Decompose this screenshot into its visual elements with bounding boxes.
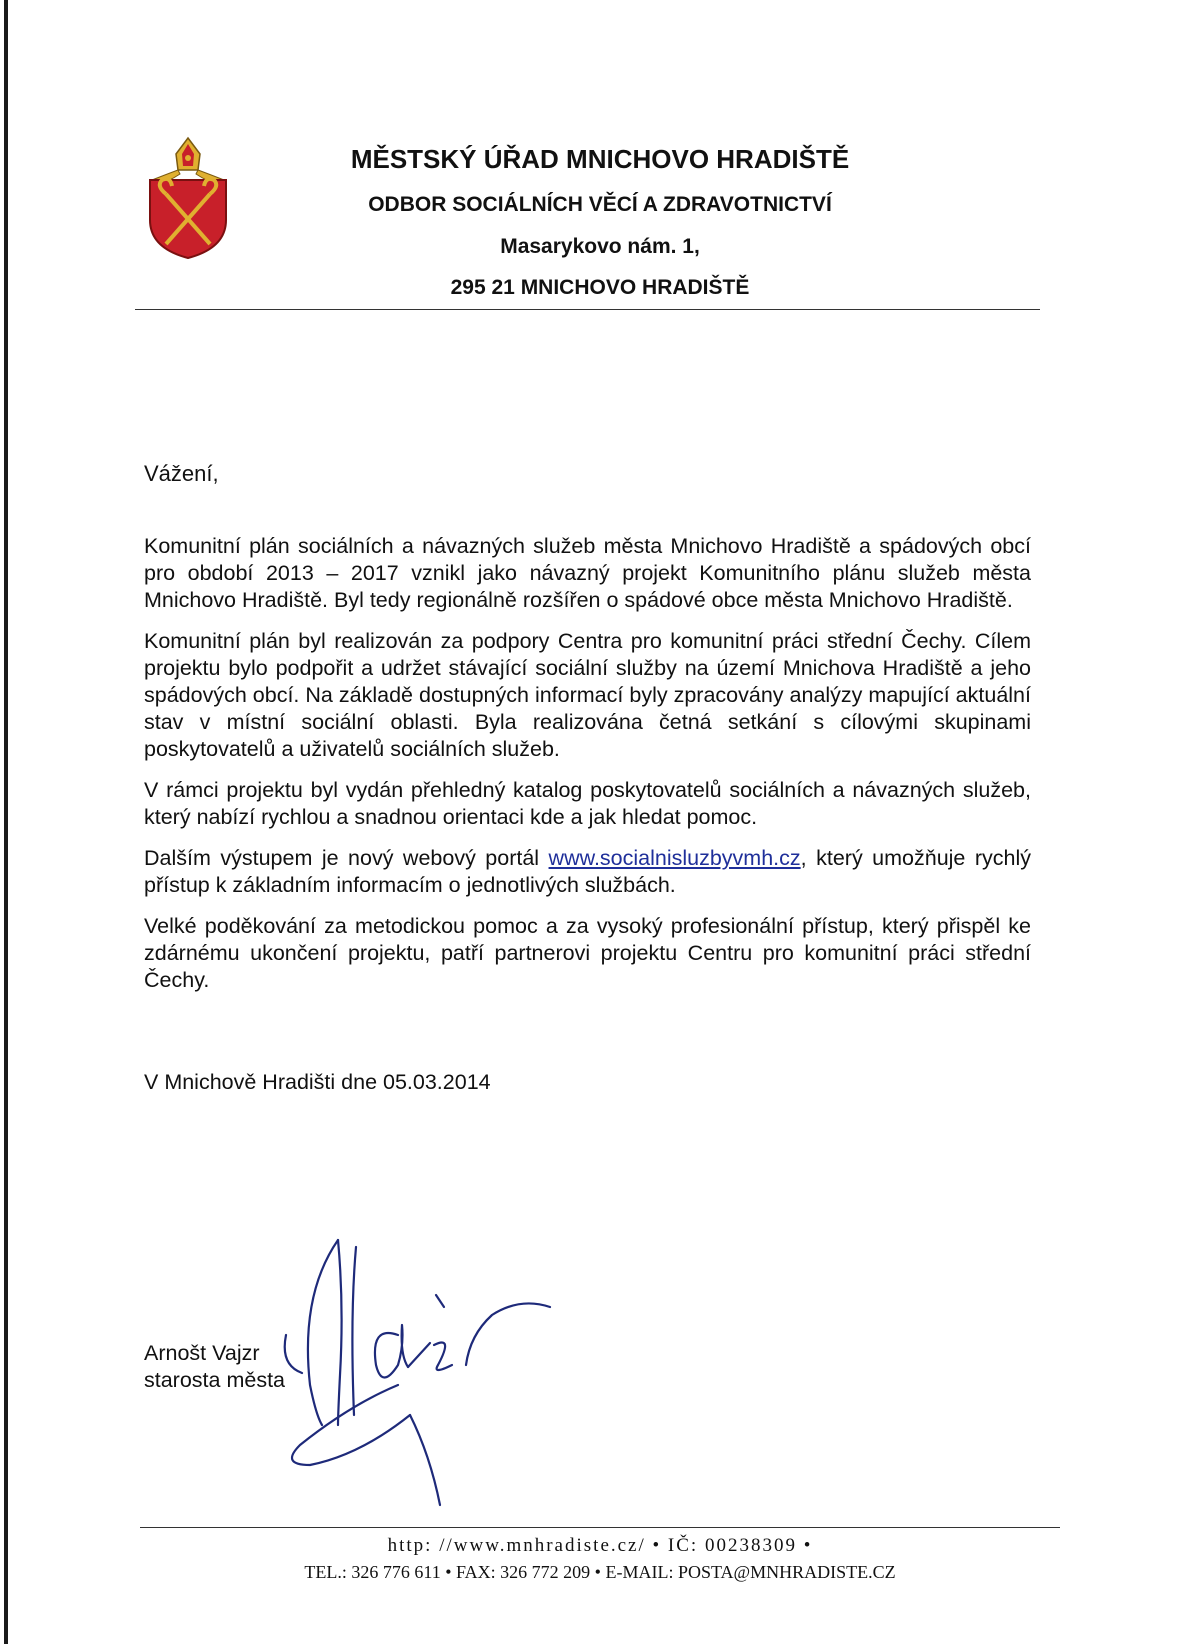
paragraph-5: Velké poděkování za metodickou pomoc a za vysoký profesionální přístup, který přispěl ke zdárnému ukončení projektu, patří partnerovi projektu Centru pro komunitní práci střední Čechy. [144,914,1031,992]
paragraph-1: Komunitní plán sociálních a návazných služeb města Mnichovo Hradiště a spádových obcí pro období 2013 – 2017 vznikl jako návazný projekt Komunitního plánu služeb města Mnichovo Hradiště. Byl tedy regionálně rozšířen o spádové obce města Mnichovo Hradiště. [144,534,1031,612]
paragraph-2: Komunitní plán byl realizován za podpory Centra pro komunitní práci střední Čechy. Cílem projektu bylo podpořit a udržet stávající sociální služby na území Mnichova Hradiště a jeho spádových obcí. Na základě dostupných informací byly zpracovány analýzy mapující aktuální stav v místní sociální oblasti. Byla realizována četná setkání s cílovými skupinami poskytovatelů a uživatelů sociálních služeb. [144,629,1031,761]
letter-date: V Mnichově Hradišti dne 05.03.2014 [144,1070,491,1094]
department-name: ODBOR SOCIÁLNÍCH VĚCÍ A ZDRAVOTNICTVÍ [368,193,832,216]
portal-link[interactable]: www.socialnisluzbyvmh.cz [548,846,801,870]
office-name: MĚSTSKÝ ÚŘAD MNICHOVO HRADIŠTĚ [350,144,850,174]
office-city: 295 21 MNICHOVO HRADIŠTĚ [450,276,750,299]
footer-divider [140,1527,1060,1528]
coat-of-arms-icon [140,136,236,260]
signer-name: Arnošt Vajzr [144,1341,260,1365]
signer-title: starosta města [144,1368,285,1392]
signature-image [280,1215,580,1520]
paragraph-4-start: Dalším výstupem je nový webový portál [144,846,549,870]
paragraph-4 [144,845,1031,899]
footer-web-id: http: //www.mnhradiste.cz/ • IČ: 00238309 • [387,1535,813,1556]
letter-body [144,533,1031,1008]
office-street: Masarykovo nám. 1, [500,235,700,258]
signer-block [144,1340,285,1394]
scan-edge [4,0,8,1644]
paragraph-3: V rámci projektu byl vydán přehledný katalog poskytovatelů sociálních a návazných služeb, který nabízí rychlou a snadnou orientaci kde a jak hledat pomoc. [144,778,1031,829]
footer-contacts: TEL.: 326 776 611 • FAX: 326 772 209 • E-MAIL: POSTA@MNHRADISTE.CZ [304,1562,896,1582]
header-divider [135,309,1040,310]
paragraph-4-end: , který umožňuje rychlý přístup k základním informacím o jednotlivých službách. [144,846,1031,897]
greeting: Vážení, [144,461,219,486]
